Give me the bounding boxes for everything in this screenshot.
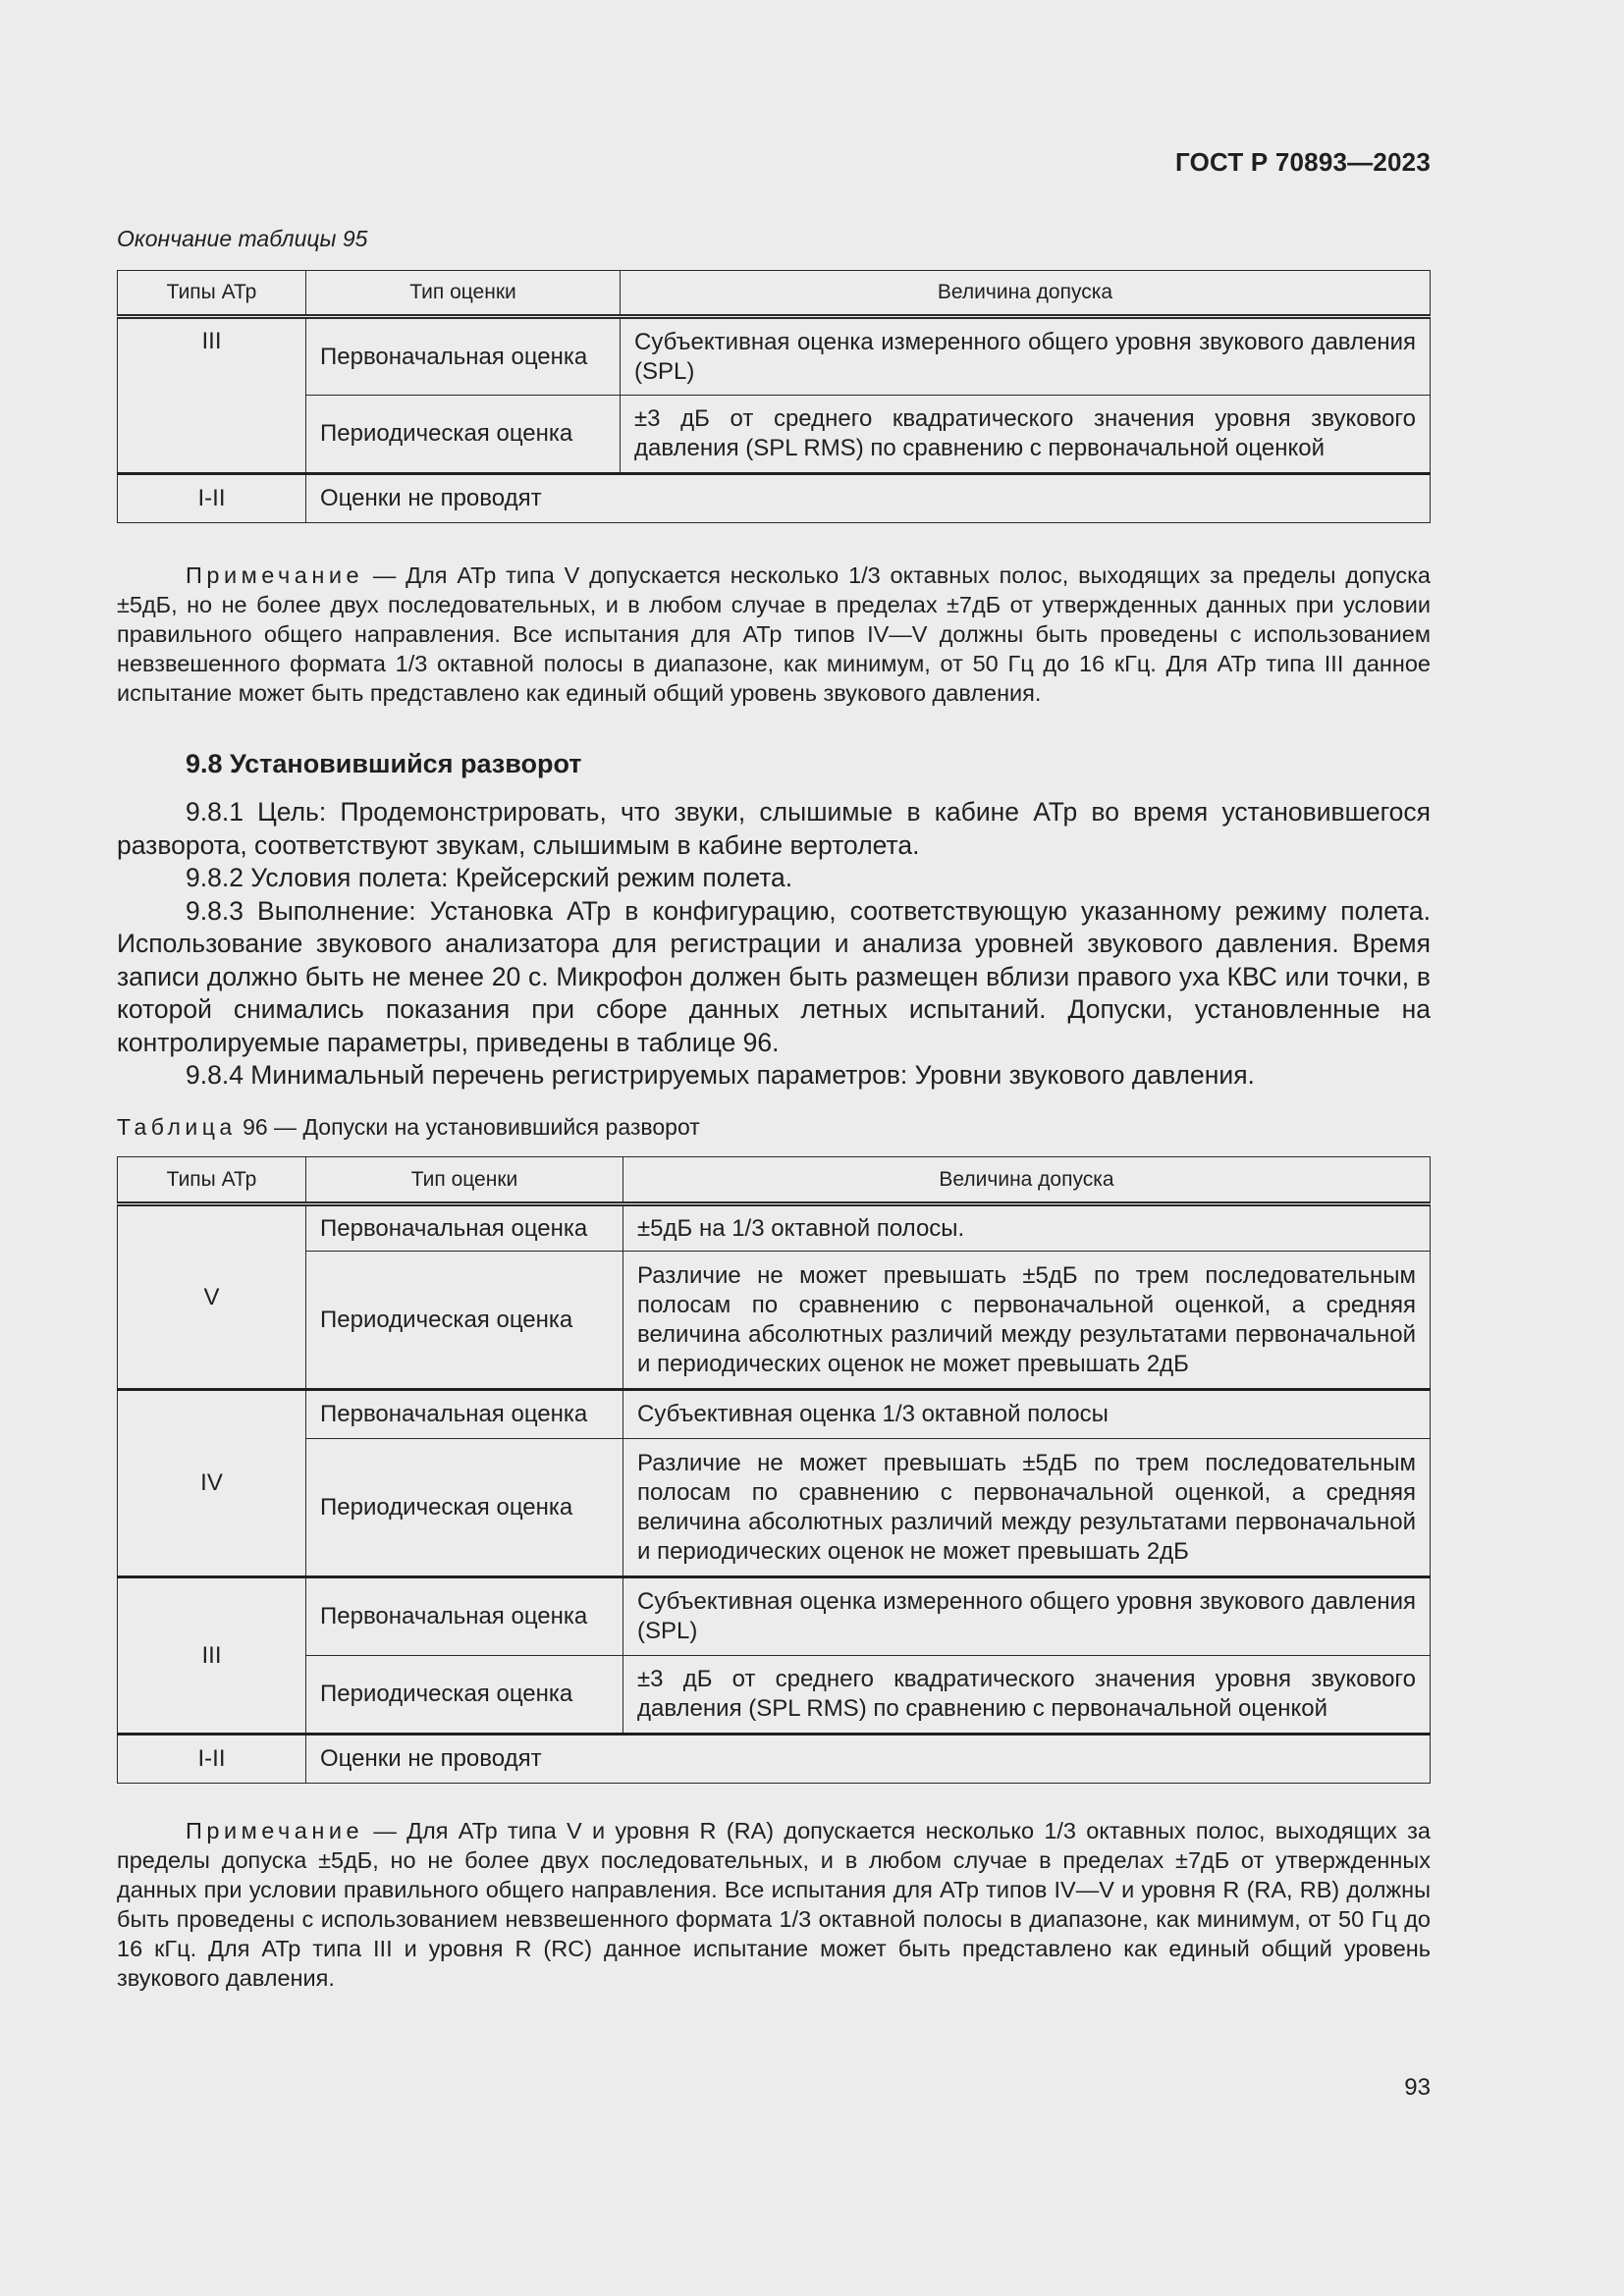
atr-type-cell: IV	[118, 1390, 306, 1577]
tolerance-cell: Различие не может превышать ±5дБ по трем последовательным полосам по сравнению с первоначальной оценкой, а средняя величина абсолютных различий между результатами первоначальной и периодических оценок не может превышать 2дБ	[623, 1252, 1431, 1390]
table-row	[118, 396, 1431, 474]
note-text: — Для АТр типа V допускается несколько 1/3 октавных полос, выходящих за пределы допуска ±5дБ, но не более двух последовательных, и в любом случае в пределах ±7дБ от утвержденных данных при условии правильного общего направления. Все испытания для АТр типов IV—V должны быть проведены с использованием невзвешенного формата 1/3 октавной полосы в диапазоне, как минимум, от 50 Гц до 16 кГц. Для АТр типа III данное испытание может быть представлено как единый общий уровень звукового давления.	[117, 562, 1431, 706]
table-row	[118, 1735, 1431, 1784]
atr-type-cell: I-II	[118, 474, 306, 523]
note-text: — Для АТр типа V и уровня R (RA) допускается несколько 1/3 октавных полос, выходящих за пределы допуска ±5дБ, но не более двух последовательных, и в любом случае в пределах ±7дБ от утвержденных данных при условии правильного общего направления. Все испытания для АТр типов IV—V и уровня R (RA, RB) должны быть проведены с использованием невзвешенного формата 1/3 октавной полосы в диапазоне, как минимум, от 50 Гц до 16 кГц. Для АТр типа III и уровня R (RC) данное испытание может быть представлено как единый общий уровень звукового давления.	[117, 1818, 1431, 1991]
column-header: Тип оценки	[306, 1157, 623, 1204]
assessment-cell: Периодическая оценка	[306, 1656, 623, 1735]
assessment-cell: Первоначальная оценка	[306, 1204, 623, 1252]
table96-caption	[117, 1114, 700, 1141]
table95-caption: Окончание таблицы 95	[117, 226, 368, 251]
paragraph: 9.8.2 Условия полета: Крейсерский режим полета.	[186, 863, 793, 892]
column-header: Типы АТр	[118, 271, 306, 317]
table-row	[118, 1204, 1431, 1252]
note-label: Примечание	[186, 562, 364, 588]
table-row	[118, 1656, 1431, 1735]
assessment-cell: Первоначальная оценка	[306, 1390, 623, 1439]
paragraph: 9.8.1 Цель: Продемонстрировать, что звуки, слышимые в кабине АТр во время установившегося разворота, соответствуют звукам, слышимым в кабине вертолета.	[117, 797, 1431, 860]
section-title: 9.8 Установившийся разворот	[186, 749, 582, 778]
assessment-cell: Периодическая оценка	[306, 396, 621, 474]
table-row	[118, 1390, 1431, 1439]
tolerance-cell: Субъективная оценка измеренного общего уровня звукового давления (SPL)	[623, 1577, 1431, 1656]
column-header: Тип оценки	[306, 271, 621, 317]
paragraph: 9.8.3 Выполнение: Установка АТр в конфигурацию, соответствующую указанному режиму полета. Использование звукового анализатора для регистрации и анализа уровней звукового давления. Время записи должно быть не менее 20 с. Микрофон должен быть размещен вблизи правого уха КВС или точки, в которой снимались показания при сборе данных летных испытаний. Допуски, установленные на контролируемые параметры, приведены в таблице 96.	[117, 895, 1431, 1057]
assessment-cell: Первоначальная оценка	[306, 317, 621, 396]
assessment-cell: Периодическая оценка	[306, 1252, 623, 1390]
table-row	[118, 1439, 1431, 1577]
assessment-cell: Периодическая оценка	[306, 1439, 623, 1577]
column-header: Величина допуска	[623, 1157, 1431, 1204]
tolerance-cell: Различие не может превышать ±5дБ по трем последовательным полосам по сравнению с первоначальной оценкой, а средняя величина абсолютных различий между результатами первоначальной и периодических оценок не может превышать 2дБ	[623, 1439, 1431, 1577]
atr-type-cell: I-II	[118, 1735, 306, 1784]
standard-header: ГОСТ Р 70893—2023	[1175, 147, 1431, 177]
table95	[117, 270, 1431, 523]
column-header: Величина допуска	[621, 271, 1431, 317]
caption-label: Таблица	[117, 1114, 237, 1140]
tolerance-cell: Субъективная оценка измеренного общего уровня звукового давления (SPL)	[621, 317, 1431, 396]
tolerance-cell: ±5дБ на 1/3 октавной полосы.	[623, 1204, 1431, 1252]
atr-type-cell: V	[118, 1204, 306, 1390]
table96	[117, 1156, 1431, 1784]
table-row	[118, 1252, 1431, 1390]
tolerance-cell: ±3 дБ от среднего квадратического значения уровня звукового давления (SPL RMS) по сравнению с первоначальной оценкой	[623, 1656, 1431, 1735]
table96-note	[117, 1816, 1431, 1993]
page-number: 93	[1404, 2074, 1431, 2101]
assessment-cell: Первоначальная оценка	[306, 1577, 623, 1656]
table-row	[118, 317, 1431, 396]
atr-type-cell: III	[118, 317, 306, 474]
table-row	[118, 1577, 1431, 1656]
tolerance-cell: Субъективная оценка 1/3 октавной полосы	[623, 1390, 1431, 1439]
section-body	[117, 796, 1431, 1093]
tolerance-cell: ±3 дБ от среднего квадратического значения уровня звукового давления (SPL RMS) по сравнению с первоначальной оценкой	[621, 396, 1431, 474]
atr-type-cell: III	[118, 1577, 306, 1735]
paragraph: 9.8.4 Минимальный перечень регистрируемых параметров: Уровни звукового давления.	[186, 1060, 1255, 1090]
note-label: Примечание	[186, 1818, 364, 1843]
caption-text: 96 — Допуски на установившийся разворот	[236, 1114, 700, 1140]
table-row	[118, 474, 1431, 523]
assessment-cell: Оценки не проводят	[306, 1735, 1431, 1784]
column-header: Типы АТр	[118, 1157, 306, 1204]
table95-note	[117, 561, 1431, 708]
assessment-cell: Оценки не проводят	[306, 474, 1431, 523]
